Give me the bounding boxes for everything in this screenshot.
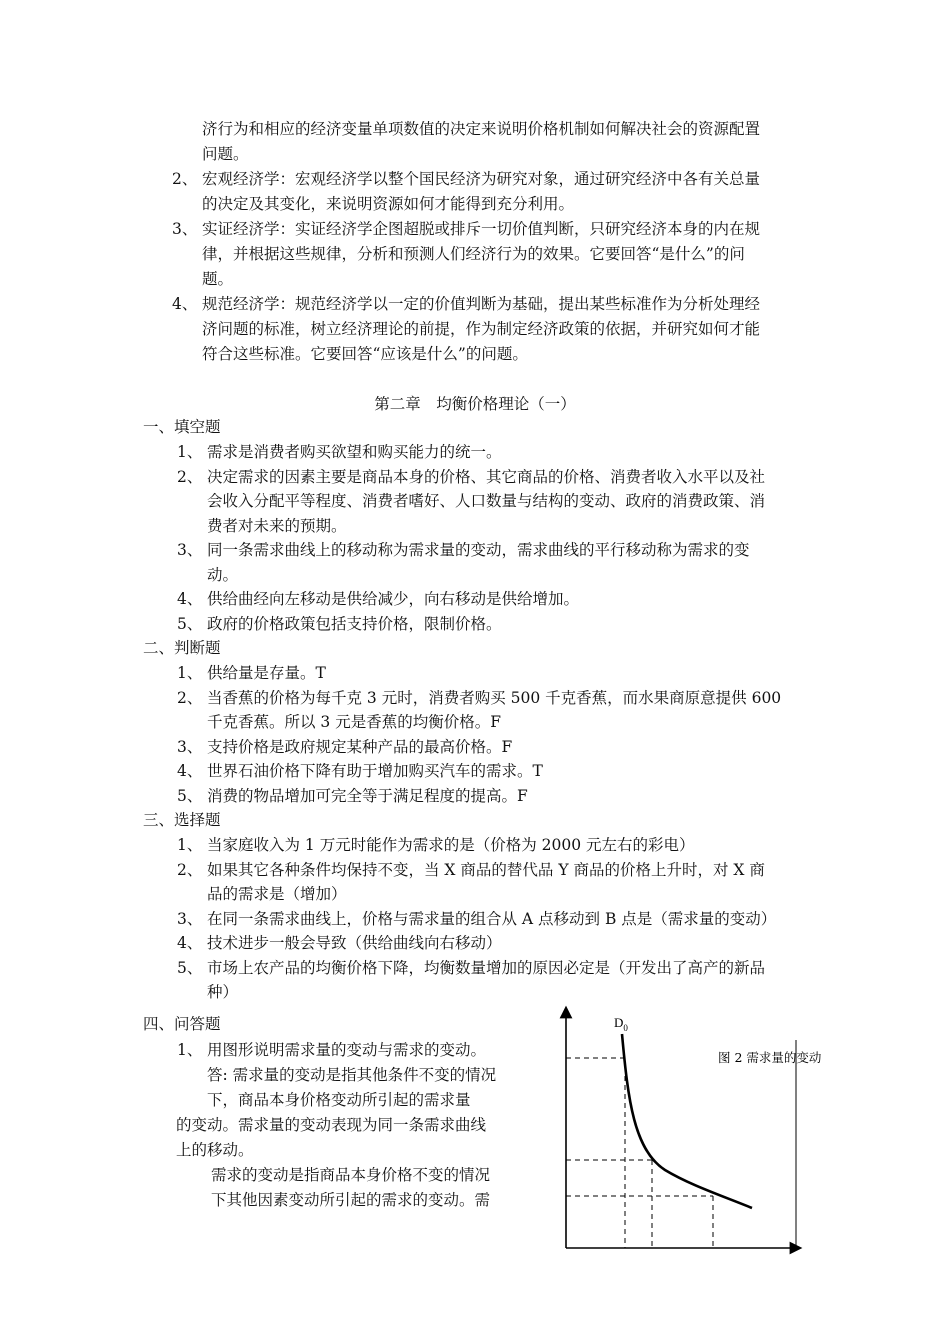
curve-label: $D_0$ bbox=[614, 1015, 628, 1033]
item-text: 支持价格是政府规定某种产品的最高价格。F bbox=[207, 737, 513, 756]
figure-caption: 图 2 需求量的变动 bbox=[718, 1050, 822, 1065]
item-text: 宏观经济学：宏观经济学以整个国民经济为研究对象，通过研究经济中各有关总量 bbox=[202, 170, 761, 188]
item-text: 种） bbox=[207, 983, 239, 1001]
item-text: 同一条需求曲线上的移动称为需求量的变动，需求曲线的平行移动称为需求的变 bbox=[207, 541, 750, 559]
item-text: 如果其它各种条件均保持不变，当 X 商品的替代品 Y 商品的价格上升时，对 X 商 bbox=[207, 860, 765, 879]
item-number: 2、 bbox=[177, 467, 203, 486]
item-text: 济问题的标准，树立经济理论的前提，作为制定经济政策的依据，并研究如何才能 bbox=[202, 320, 761, 338]
item-number: 4、 bbox=[177, 762, 203, 780]
item-number: 1、 bbox=[177, 1041, 203, 1059]
item-text: 供给曲经向左移动是供给减少，向右移动是供给增加。 bbox=[207, 590, 580, 608]
item-text: 技术进步一般会导致（供给曲线向右移动） bbox=[207, 934, 502, 952]
item-number: 1、 bbox=[177, 836, 203, 854]
item-text: 律，并根据这些规律，分析和预测人们经济行为的效果。它要回答“是什么”的问 bbox=[202, 245, 745, 263]
answer-text: 的变动。需求量的变动表现为同一条需求曲线 bbox=[176, 1116, 487, 1134]
item-text: 政府的价格政策包括支持价格，限制价格。 bbox=[207, 614, 502, 633]
section-heading: 三、选择题 bbox=[143, 811, 221, 829]
item-text: 动。 bbox=[207, 565, 239, 584]
item-number: 2、 bbox=[177, 860, 203, 879]
chapter-title: 第二章 均衡价格理论（一） bbox=[374, 395, 576, 413]
item-text: 世界石油价格下降有助于增加购买汽车的需求。T bbox=[207, 762, 543, 780]
section-heading: 二、判断题 bbox=[143, 639, 221, 657]
item-text: 符合这些标准。它要回答“应该是什么”的问题。 bbox=[202, 345, 528, 363]
item-number: 3、 bbox=[172, 220, 198, 238]
item-number: 5、 bbox=[177, 958, 203, 977]
item-number: 4、 bbox=[177, 934, 203, 952]
item-number: 5、 bbox=[177, 614, 203, 633]
section-heading: 四、问答题 bbox=[143, 1015, 221, 1033]
answer-text: 下，商品本身价格变动所引起的需求量 bbox=[207, 1091, 471, 1109]
item-text: 问题。 bbox=[202, 145, 249, 163]
item-number: 3、 bbox=[177, 909, 203, 928]
item-text: 费者对未来的预期。 bbox=[207, 516, 347, 535]
item-text: 决定需求的因素主要是商品本身的价格、其它商品的价格、消费者收入水平以及社 bbox=[207, 467, 766, 486]
answer-text: 上的移动。 bbox=[176, 1141, 254, 1159]
answer-text: 需求的变动是指商品本身价格不变的情况 bbox=[211, 1166, 491, 1184]
item-text: 当家庭收入为 1 万元时能作为需求的是（价格为 2000 元左右的彩电） bbox=[207, 836, 695, 854]
item-number: 3、 bbox=[177, 541, 203, 559]
item-text: 济行为和相应的经济变量单项数值的决定来说明价格机制如何解决社会的资源配置 bbox=[202, 120, 761, 138]
item-text: 供给量是存量。T bbox=[207, 664, 326, 682]
item-number: 5、 bbox=[177, 786, 203, 805]
dashed-guides bbox=[566, 1058, 713, 1248]
section-heading: 一、填空题 bbox=[143, 418, 221, 436]
item-text: 品的需求是（增加） bbox=[207, 885, 347, 903]
item-number: 2、 bbox=[177, 688, 203, 707]
item-text: 消费的物品增加可完全等于满足程度的提高。F bbox=[207, 786, 528, 805]
answer-text: 答: 需求量的变动是指其他条件不变的情况 bbox=[207, 1066, 497, 1084]
item-text: 题。 bbox=[202, 270, 234, 288]
item-text: 千克香蕉。所以 3 元是香蕉的均衡价格。F bbox=[207, 713, 501, 731]
item-number: 4、 bbox=[172, 295, 198, 313]
item-text: 市场上农产品的均衡价格下降，均衡数量增加的原因必定是（开发出了高产的新品 bbox=[207, 958, 766, 977]
item-number: 4、 bbox=[177, 590, 203, 608]
item-number: 1、 bbox=[177, 664, 203, 682]
item-text: 需求是消费者购买欲望和购买能力的统一。 bbox=[207, 443, 502, 461]
item-text: 实证经济学：实证经济学企图超脱或排斥一切价值判断，只研究经济本身的内在规 bbox=[202, 220, 761, 238]
item-text: 的决定及其变化，来说明资源如何才能得到充分利用。 bbox=[202, 195, 575, 213]
item-number: 1、 bbox=[177, 443, 203, 461]
answer-text: 下其他因素变动所引起的需求的变动。需 bbox=[211, 1191, 491, 1209]
item-text: 在同一条需求曲线上，价格与需求量的组合从 A 点移动到 B 点是（需求量的变动） bbox=[207, 909, 777, 928]
item-number: 2、 bbox=[172, 170, 198, 188]
item-text: 规范经济学：规范经济学以一定的价值判断为基础，提出某些标准作为分析处理经 bbox=[202, 295, 761, 313]
item-number: 3、 bbox=[177, 737, 203, 756]
item-text: 会收入分配平等程度、消费者嗜好、人口数量与结构的变动、政府的消费政策、消 bbox=[207, 492, 766, 510]
item-text: 当香蕉的价格为每千克 3 元时，消费者购买 500 千克香蕉，而水果商原意提供 600 bbox=[207, 688, 782, 707]
question-text: 用图形说明需求量的变动与需求的变动。 bbox=[207, 1041, 487, 1059]
